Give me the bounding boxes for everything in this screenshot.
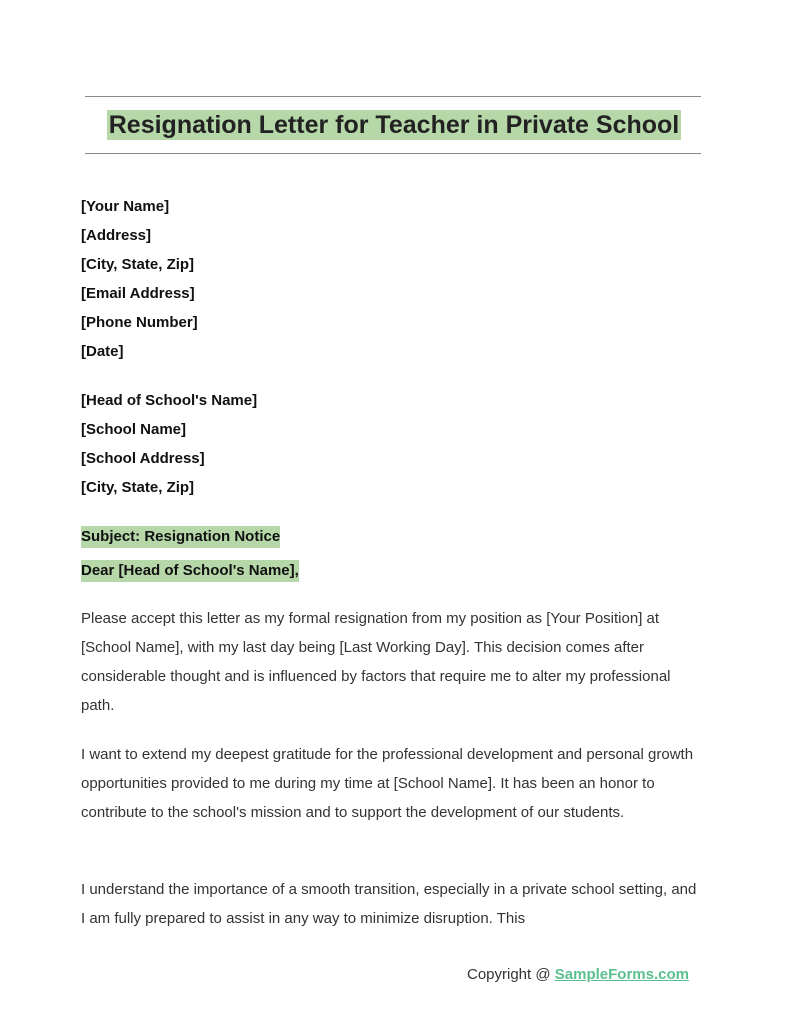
salutation: Dear [Head of School's Name], [81, 560, 299, 582]
body-paragraph: I want to extend my deepest gratitude for the professional development and personal growth opportunities provided to me during my time at [School Name]. It has been an honor to contribute to the school's mission and to support the development of our students. [81, 746, 694, 821]
recipient-line: [Head of School's Name] [81, 392, 258, 409]
copyright-text: Copyright @ [467, 966, 555, 983]
sender-line: [Date] [81, 343, 124, 360]
top-divider [85, 96, 701, 97]
body-paragraph: Please accept this letter as my formal resignation from my position as [Your Position] at [School Name], with my last day being [Last Working Day]. This decision comes after considerable thought and is influenced by factors that require me to alter my professional path. [81, 610, 671, 714]
page-title: Resignation Letter for Teacher in Private School [108, 111, 680, 139]
subject-line: Subject: Resignation Notice [81, 526, 280, 548]
sender-line: [Email Address] [81, 285, 195, 302]
sender-block [81, 192, 198, 366]
sender-line: [Your Name] [81, 198, 170, 215]
body-paragraph: I understand the importance of a smooth transition, especially in a private school setting, and I am fully prepared to assist in any way to minimize disruption. This [81, 881, 697, 927]
copyright-footer [467, 966, 689, 983]
recipient-block [81, 386, 257, 502]
recipient-line: [School Name] [81, 421, 187, 438]
recipient-line: [School Address] [81, 450, 205, 467]
sender-line: [Phone Number] [81, 314, 198, 331]
sender-line: [Address] [81, 227, 152, 244]
sampleforms-link[interactable]: SampleForms.com [554, 966, 689, 983]
sender-line: [City, State, Zip] [81, 256, 195, 273]
bottom-divider [85, 153, 701, 154]
recipient-line: [City, State, Zip] [81, 479, 195, 496]
